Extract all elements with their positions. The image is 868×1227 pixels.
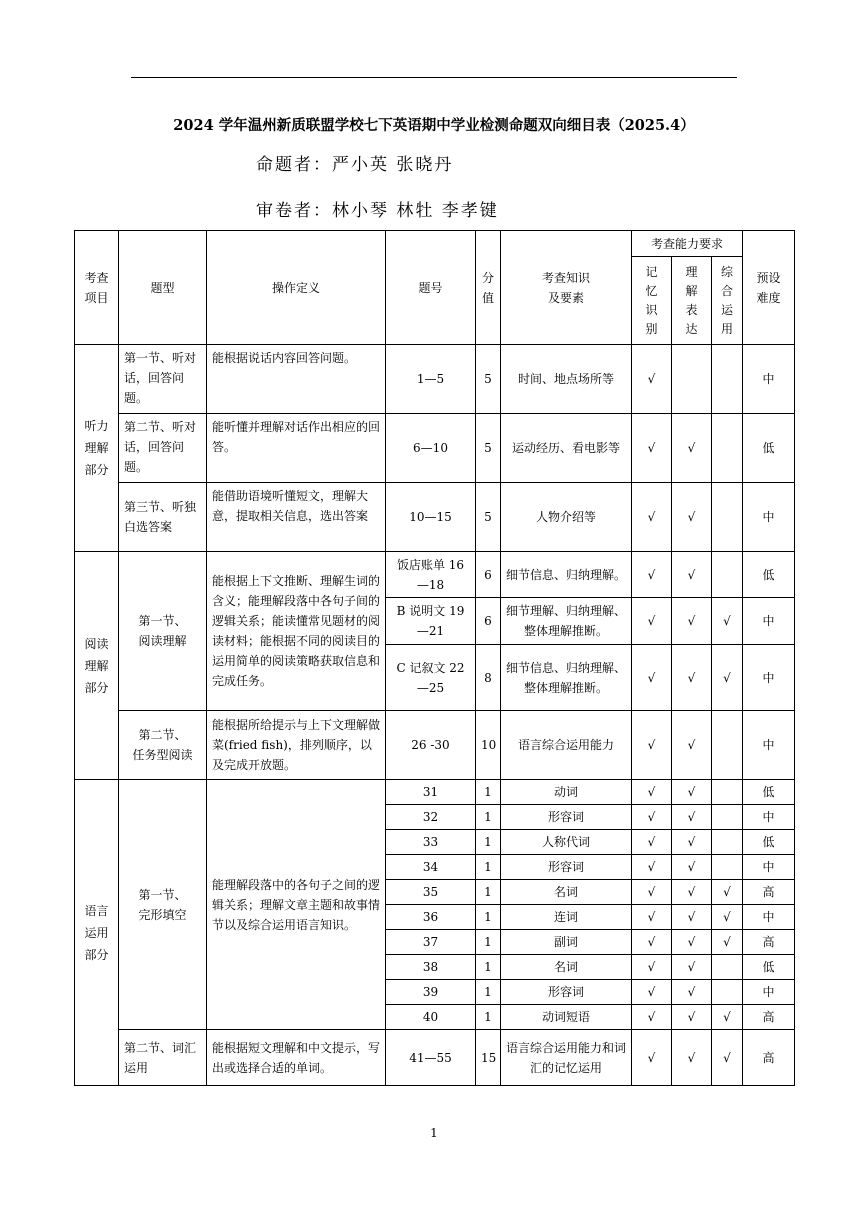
- check-memory: √: [632, 483, 672, 552]
- cell-score: 5: [476, 345, 501, 414]
- section-reading: 阅读 理解 部分: [75, 552, 119, 780]
- cell-difficulty: 高: [743, 930, 795, 955]
- check-understand: √: [672, 1030, 712, 1086]
- check-apply: [712, 805, 743, 830]
- cell-knowledge: 名词: [501, 955, 632, 980]
- check-apply: √: [712, 1005, 743, 1030]
- cell-qno: 38: [386, 955, 476, 980]
- cell-definition: 能理解段落中的各句子之间的逻辑关系；理解文章主题和故事情节以及综合运用语言知识。: [207, 780, 386, 1030]
- header-knowledge: 考查知识 及要素: [501, 231, 632, 345]
- check-apply: [712, 780, 743, 805]
- table-row: [75, 1030, 795, 1086]
- check-understand: √: [672, 414, 712, 483]
- cell-type: 第二节、听对话，回答问题。: [119, 414, 207, 483]
- cell-knowledge: 副词: [501, 930, 632, 955]
- check-memory: √: [632, 830, 672, 855]
- cell-knowledge: 运动经历、看电影等: [501, 414, 632, 483]
- table-row: [75, 711, 795, 780]
- cell-qno: 35: [386, 880, 476, 905]
- check-memory: √: [632, 780, 672, 805]
- cell-knowledge: 语言综合运用能力: [501, 711, 632, 780]
- check-memory: √: [632, 414, 672, 483]
- cell-qno: 1—5: [386, 345, 476, 414]
- cell-difficulty: 低: [743, 830, 795, 855]
- table-row: [75, 780, 795, 805]
- check-understand: √: [672, 980, 712, 1005]
- cell-knowledge: 细节信息、归纳理解、整体理解推断。: [501, 645, 632, 711]
- check-apply: [712, 345, 743, 414]
- page-number: 1: [430, 1126, 438, 1140]
- check-memory: √: [632, 930, 672, 955]
- cell-difficulty: 高: [743, 1005, 795, 1030]
- cell-difficulty: 中: [743, 345, 795, 414]
- cell-qno: 6—10: [386, 414, 476, 483]
- cell-knowledge: 细节理解、归纳理解、整体理解推断。: [501, 598, 632, 645]
- cell-type: 第二节、 任务型阅读: [119, 711, 207, 780]
- cell-knowledge: 语言综合运用能力和词汇的记忆运用: [501, 1030, 632, 1086]
- check-apply: [712, 830, 743, 855]
- check-understand: √: [672, 830, 712, 855]
- cell-type: 第三节、听独白选答案: [119, 483, 207, 552]
- cell-qno: B 说明文 19—21: [386, 598, 476, 645]
- check-apply: [712, 955, 743, 980]
- cell-difficulty: 中: [743, 855, 795, 880]
- check-apply: √: [712, 880, 743, 905]
- cell-score: 1: [476, 855, 501, 880]
- check-understand: √: [672, 552, 712, 598]
- cell-score: 1: [476, 905, 501, 930]
- cell-definition: 能根据说话内容回答问题。: [207, 345, 386, 414]
- cell-difficulty: 低: [743, 414, 795, 483]
- header-item: 考查 项目: [75, 231, 119, 345]
- cell-score: 8: [476, 645, 501, 711]
- check-memory: √: [632, 645, 672, 711]
- cell-type: 第一节、听对话，回答问题。: [119, 345, 207, 414]
- header-understand: 理 解 表 达: [672, 257, 712, 345]
- check-apply: √: [712, 645, 743, 711]
- cell-qno: 34: [386, 855, 476, 880]
- cell-definition: 能根据短文理解和中文提示，写出或选择合适的单词。: [207, 1030, 386, 1086]
- cell-difficulty: 中: [743, 598, 795, 645]
- cell-knowledge: 形容词: [501, 805, 632, 830]
- cell-score: 10: [476, 711, 501, 780]
- cell-score: 1: [476, 805, 501, 830]
- cell-definition: 能借助语境听懂短文，理解大意，提取相关信息，选出答案: [207, 483, 386, 552]
- cell-knowledge: 形容词: [501, 980, 632, 1005]
- check-memory: √: [632, 880, 672, 905]
- cell-qno: 10—15: [386, 483, 476, 552]
- cell-difficulty: 中: [743, 483, 795, 552]
- check-understand: √: [672, 880, 712, 905]
- check-apply: [712, 414, 743, 483]
- cell-qno: 33: [386, 830, 476, 855]
- cell-difficulty: 中: [743, 805, 795, 830]
- header-qno: 题号: [386, 231, 476, 345]
- cell-type: 第一节、 完形填空: [119, 780, 207, 1030]
- cell-score: 6: [476, 598, 501, 645]
- cell-knowledge: 人物介绍等: [501, 483, 632, 552]
- table-row: [75, 414, 795, 483]
- check-apply: [712, 711, 743, 780]
- cell-difficulty: 中: [743, 711, 795, 780]
- check-memory: √: [632, 905, 672, 930]
- check-apply: √: [712, 905, 743, 930]
- header-difficulty: 预设 难度: [743, 231, 795, 345]
- check-understand: √: [672, 805, 712, 830]
- cell-type: 第一节、 阅读理解: [119, 552, 207, 711]
- header-ability: 考查能力要求: [632, 231, 743, 257]
- check-apply: [712, 552, 743, 598]
- cell-qno: 31: [386, 780, 476, 805]
- check-memory: √: [632, 1005, 672, 1030]
- cell-score: 1: [476, 1005, 501, 1030]
- cell-difficulty: 中: [743, 980, 795, 1005]
- header-definition: 操作定义: [207, 231, 386, 345]
- check-memory: √: [632, 955, 672, 980]
- cell-definition: 能听懂并理解对话作出相应的回答。: [207, 414, 386, 483]
- check-understand: √: [672, 905, 712, 930]
- cell-difficulty: 低: [743, 552, 795, 598]
- cell-score: 5: [476, 483, 501, 552]
- cell-difficulty: 高: [743, 880, 795, 905]
- cell-knowledge: 名词: [501, 880, 632, 905]
- header-type: 题型: [119, 231, 207, 345]
- cell-qno: 36: [386, 905, 476, 930]
- check-understand: √: [672, 711, 712, 780]
- check-memory: √: [632, 1030, 672, 1086]
- check-understand: √: [672, 955, 712, 980]
- cell-score: 5: [476, 414, 501, 483]
- check-memory: √: [632, 598, 672, 645]
- cell-qno: 32: [386, 805, 476, 830]
- cell-knowledge: 细节信息、归纳理解。: [501, 552, 632, 598]
- check-memory: √: [632, 711, 672, 780]
- cell-knowledge: 动词: [501, 780, 632, 805]
- header-apply: 综 合 运 用: [712, 257, 743, 345]
- check-understand: √: [672, 780, 712, 805]
- cell-difficulty: 低: [743, 780, 795, 805]
- cell-qno: 40: [386, 1005, 476, 1030]
- cell-knowledge: 连词: [501, 905, 632, 930]
- check-understand: √: [672, 483, 712, 552]
- cell-difficulty: 高: [743, 1030, 795, 1086]
- cell-qno: 26 -30: [386, 711, 476, 780]
- header-memory: 记 忆 识 别: [632, 257, 672, 345]
- cell-qno: 饭店账单 16—18: [386, 552, 476, 598]
- check-understand: √: [672, 1005, 712, 1030]
- table-row: [75, 483, 795, 552]
- cell-definition: 能根据所给提示与上下文理解做菜(fried fish)，排列顺序，以及完成开放题。: [207, 711, 386, 780]
- cell-knowledge: 人称代词: [501, 830, 632, 855]
- section-listening: 听力 理解 部分: [75, 345, 119, 552]
- check-memory: √: [632, 552, 672, 598]
- document-title: 2024 学年温州新质联盟学校七下英语期中学业检测命题双向细目表（2025.4）: [173, 117, 695, 134]
- header-score: 分 值: [476, 231, 501, 345]
- check-apply: [712, 483, 743, 552]
- cell-knowledge: 形容词: [501, 855, 632, 880]
- table-row: [75, 552, 795, 598]
- cell-score: 6: [476, 552, 501, 598]
- cell-score: 1: [476, 930, 501, 955]
- table-row: [75, 345, 795, 414]
- setter-line: 命题者：严小英 张晓丹: [256, 155, 454, 175]
- cell-difficulty: 中: [743, 905, 795, 930]
- header-row-1: [75, 231, 795, 257]
- section-language: 语言 运用 部分: [75, 780, 119, 1086]
- check-apply: √: [712, 598, 743, 645]
- check-memory: √: [632, 980, 672, 1005]
- check-understand: √: [672, 855, 712, 880]
- cell-score: 1: [476, 830, 501, 855]
- check-memory: √: [632, 855, 672, 880]
- cell-score: 1: [476, 780, 501, 805]
- check-understand: √: [672, 598, 712, 645]
- cell-qno: 37: [386, 930, 476, 955]
- cell-knowledge: 时间、地点场所等: [501, 345, 632, 414]
- check-memory: √: [632, 805, 672, 830]
- check-apply: [712, 980, 743, 1005]
- cell-difficulty: 中: [743, 645, 795, 711]
- cell-qno: 39: [386, 980, 476, 1005]
- check-understand: [672, 345, 712, 414]
- cell-type: 第二节、词汇运用: [119, 1030, 207, 1086]
- check-apply: √: [712, 1030, 743, 1086]
- reviewer-line: 审卷者：林小琴 林牡 李孝键: [256, 201, 499, 221]
- cell-score: 1: [476, 880, 501, 905]
- specification-table: [74, 230, 795, 1086]
- cell-qno: C 记叙文 22—25: [386, 645, 476, 711]
- cell-score: 1: [476, 980, 501, 1005]
- cell-score: 15: [476, 1030, 501, 1086]
- check-apply: √: [712, 930, 743, 955]
- check-memory: √: [632, 345, 672, 414]
- cell-definition: 能根据上下文推断、理解生词的含义；能理解段落中各句子间的逻辑关系；能读懂常见题材的阅读材料；能根据不同的阅读目的运用简单的阅读策略获取信息和完成任务。: [207, 552, 386, 711]
- check-understand: √: [672, 645, 712, 711]
- check-understand: √: [672, 930, 712, 955]
- cell-difficulty: 低: [743, 955, 795, 980]
- header-rule: [131, 77, 737, 78]
- cell-score: 1: [476, 955, 501, 980]
- check-apply: [712, 855, 743, 880]
- cell-qno: 41—55: [386, 1030, 476, 1086]
- cell-knowledge: 动词短语: [501, 1005, 632, 1030]
